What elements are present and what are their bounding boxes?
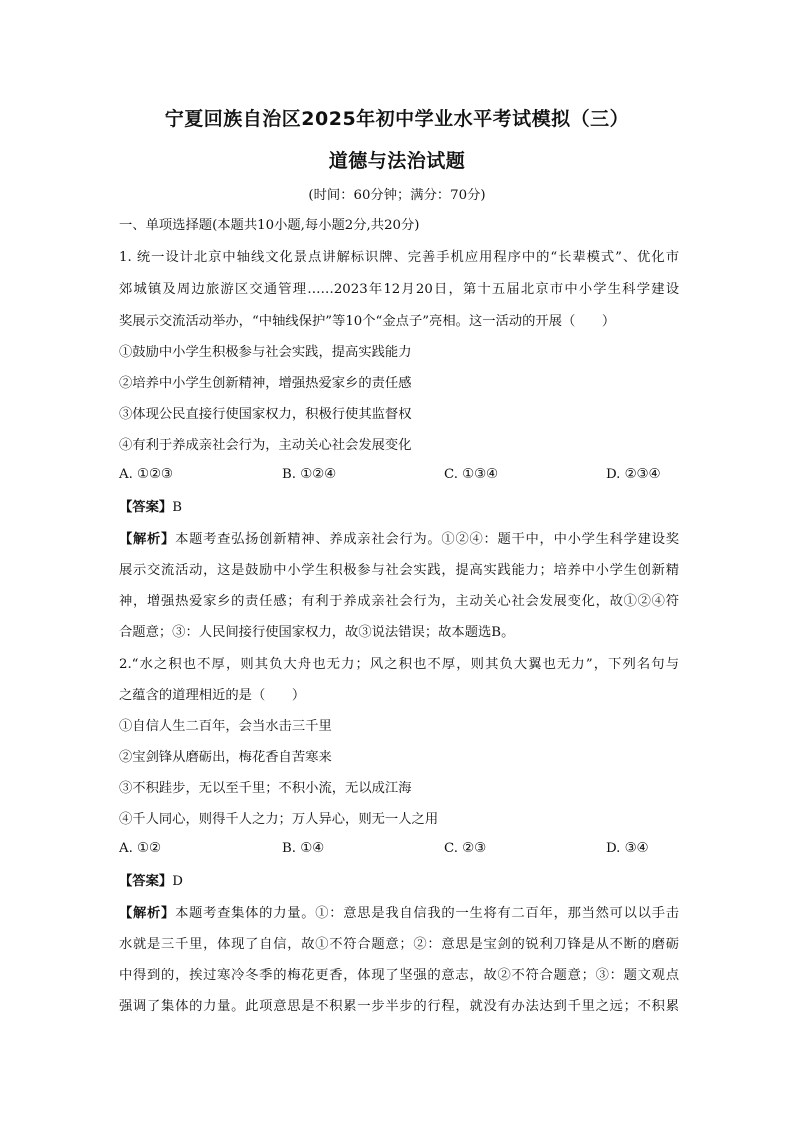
question-1-option-a: A. ①②③ [119, 467, 173, 482]
question-1-analysis-line: 合题意；③：人民间接行使国家权力，故③说法错误；故本题选B。 [119, 625, 515, 640]
analysis-label: 【解析】 [119, 906, 176, 921]
question-1-option-c: C. ①③④ [444, 467, 498, 482]
question-1-option-b: B. ①②④ [282, 467, 336, 482]
question-2-analysis-line: 强调了集体的力量。此项意思是不积累一步半步的行程，就没有办法达到千里之远；不积累 [119, 999, 679, 1014]
question-2-option-d: D. ③④ [606, 841, 649, 856]
question-2-item: ③不积跬步，无以至千里；不积小流，无以成江海 [119, 781, 412, 796]
question-2-item: ④千人同心，则得千人之力；万人异心，则无一人之用 [119, 812, 439, 827]
question-2-option-c: C. ②③ [444, 841, 486, 856]
page-subtitle: 道德与法治试题 [328, 150, 466, 172]
question-1-analysis-line [119, 530, 679, 550]
question-1-stem-line: 郊城镇及周边旅游区交通管理……2023年12月20日，第十五届北京市中小学生科学建设 [119, 282, 679, 297]
analysis-label: 【解析】 [119, 532, 176, 547]
question-1-item: ③体现公民直接行使国家权力，积极行使其监督权 [119, 407, 412, 422]
question-2-analysis-line [119, 904, 679, 924]
answer-value: D [172, 874, 183, 889]
question-1-analysis-line: 展示交流活动，这是鼓励中小学生积极参与社会实践，提高实践能力；培养中小学生创新精 [119, 563, 679, 578]
answer-label: 【答案】 [119, 874, 173, 889]
question-1-item: ②培养中小学生创新精神，增强热爱家乡的责任感 [119, 376, 412, 391]
question-1-stem-line: 奖展示交流活动举办，“中轴线保护”等10个“金点子”亮相。这一活动的开展（ ） [119, 314, 616, 329]
question-1-answer [119, 498, 679, 518]
question-2-option-b: B. ①④ [282, 841, 325, 856]
question-2-item: ②宝剑锋从磨砺出，梅花香自苦寒来 [119, 750, 332, 765]
question-2-option-a: A. ①② [119, 841, 161, 856]
question-2-analysis-line: 水就是三千里，体现了自信，故①不符合题意；②：意思是宝剑的锐利刀锋是从不断的磨砺 [119, 937, 679, 952]
answer-label: 【答案】 [119, 500, 173, 515]
question-2-stem-line: 之蕴含的道理相近的是（ ） [119, 688, 306, 703]
section-heading: 一、单项选择题(本题共10小题,每小题2分,共20分) [119, 218, 420, 233]
answer-value: B [172, 500, 182, 515]
analysis-text: 本题考查弘扬创新精神、养成亲社会行为。①②④：题干中，中小学生科学建设奖 [175, 532, 680, 547]
question-1-stem-line: 1. 统一设计北京中轴线文化景点讲解标识牌、完善手机应用程序中的“长辈模式”、优化市 [119, 250, 679, 265]
question-2-answer [119, 872, 679, 892]
question-1-item: ④有利于养成亲社会行为，主动关心社会发展变化 [119, 438, 412, 453]
analysis-text: 本题考查集体的力量。①：意思是我自信我的一生将有二百年，那当然可以以手击 [175, 906, 680, 921]
question-1-analysis-line: 神，增强热爱家乡的责任感；有利于养成亲社会行为，主动关心社会发展变化，故①②④符 [119, 594, 679, 609]
page-title: 宁夏回族自治区2025年初中学业水平考试模拟（三） [164, 108, 630, 130]
question-2-stem-line: 2.“水之积也不厚，则其负大舟也无力；风之积也不厚，则其负大翼也无力”，下列名句与 [119, 657, 679, 672]
question-1-item: ①鼓励中小学生积极参与社会实践，提高实践能力 [119, 345, 412, 360]
exam-info: (时间：60分钟；满分：70分) [308, 188, 486, 203]
question-2-analysis-line: 中得到的，挨过寒冷冬季的梅花更香，体现了坚强的意志，故②不符合题意；③：题文观点 [119, 968, 679, 983]
question-2-item: ①自信人生二百年，会当水击三千里 [119, 719, 332, 734]
question-1-option-d: D. ②③④ [606, 467, 661, 482]
